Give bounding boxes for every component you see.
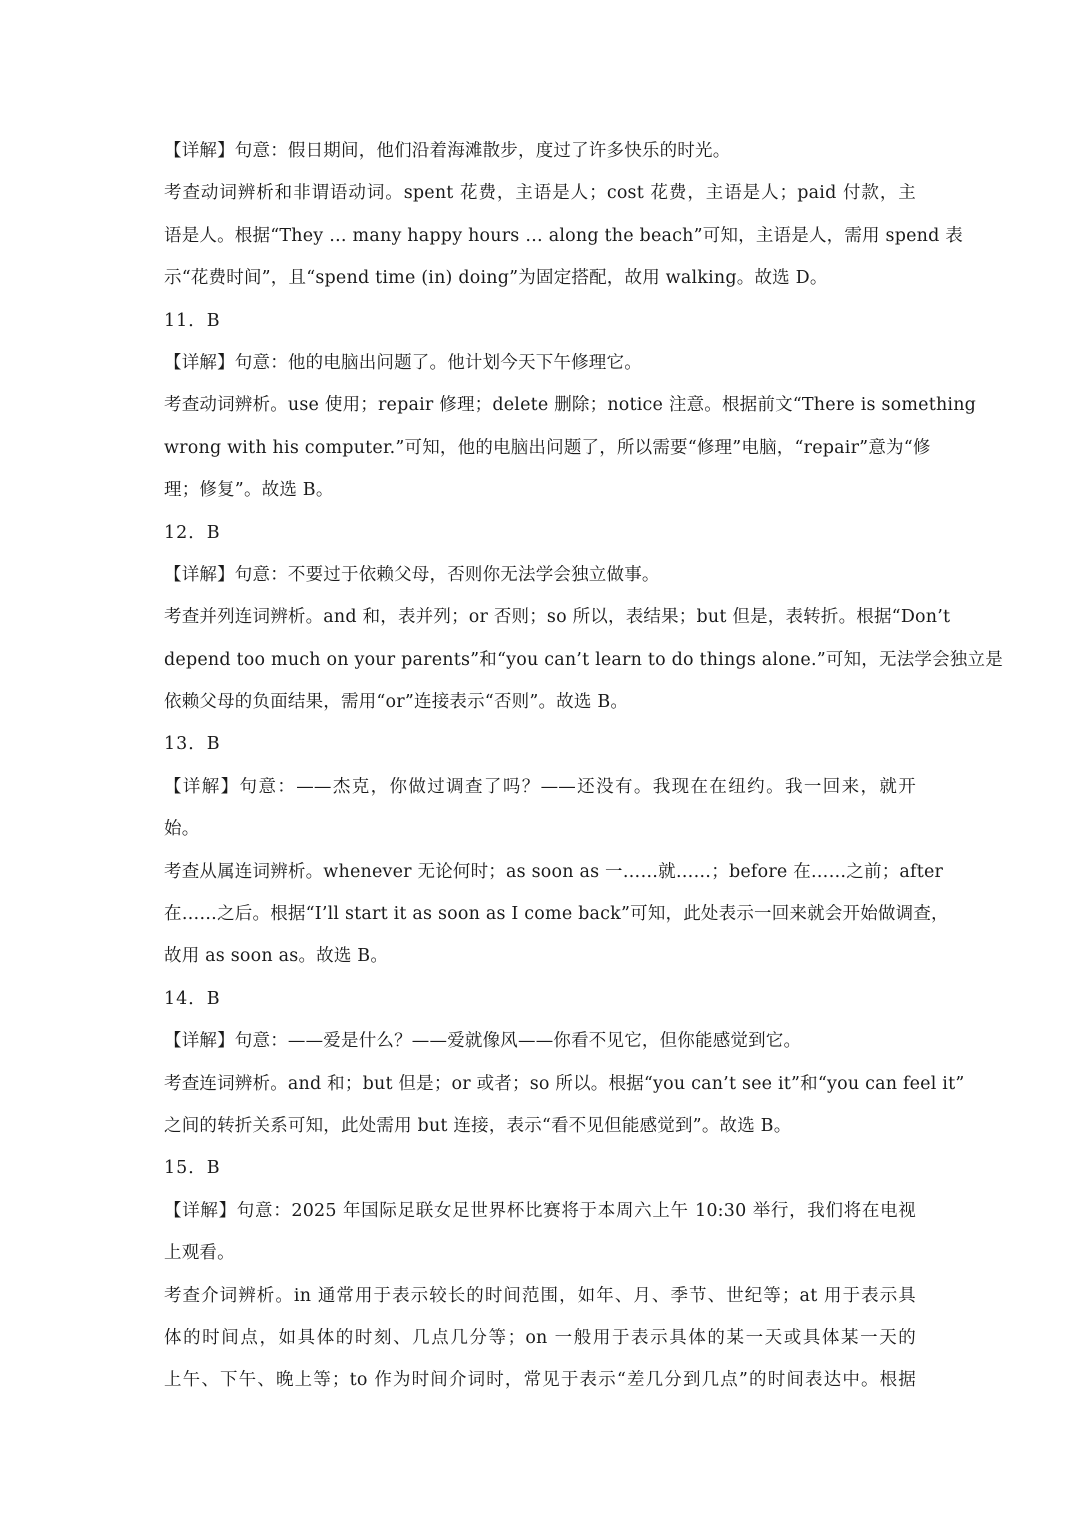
text-line: 依赖父母的负面结果，需用“or”连接表示“否则”。故选 B。 [164,692,629,713]
document-page [164,130,1003,1402]
text-line: 考查连词辨析。and 和；but 但是；or 或者；so 所以。根据“you can’t see it”和“you can feel it” [164,1073,965,1094]
text-line: 语是人。根据“They … many happy hours … along the beach”可知，主语是人，需用 spend 表 [164,225,963,246]
answer-number: 14．B [164,988,221,1009]
text-line: 【详解】句意：——爱是什么？——爱就像风——你看不见它，但你能感觉到它。 [164,1031,802,1052]
text-line: 之间的转折关系可知，此处需用 but 连接，表示“看不见但能感觉到”。故选 B。 [164,1115,792,1136]
text-line: 体的时间点，如具体的时刻、几点几分等；on 一般用于表示具体的某一天或具体某一天的 [164,1327,916,1348]
text-line: 上午、下午、晚上等；to 作为时间介词时，常见于表示“差几分到几点”的时间表达中。根据 [164,1370,916,1391]
answer-number: 15．B [164,1158,221,1179]
text-line: 【详解】句意：他的电脑出问题了。他计划今天下午修理它。 [164,352,642,373]
text-line: 【详解】句意：——杰克，你做过调查了吗？——还没有。我现在在纽约。我一回来，就开 [164,776,916,797]
text-line: 始。 [164,819,200,840]
answer-number: 11．B [164,310,221,331]
text-line: 故用 as soon as。故选 B。 [164,946,389,967]
text-line: 考查并列连词辨析。and 和，表并列；or 否则；so 所以，表结果；but 但是，表转折。根据“Don’t [164,607,951,628]
answer-number: 12．B [164,522,221,543]
text-line: depend too much on your parents”和“you can’t learn to do things alone.”可知，无法学会独立是 [164,649,1003,670]
text-line: 考查介词辨析。in 通常用于表示较长的时间范围，如年、月、季节、世纪等；at 用于表示具 [164,1285,916,1306]
text-line: 考查动词辨析。use 使用；repair 修理；delete 删除；notice 注意。根据前文“There is something [164,395,977,416]
text-line: 【详解】句意：2025 年国际足联女足世界杯比赛将于本周六上午 10:30 举行，我们将在电视 [164,1200,916,1221]
text-line: 【详解】句意：假日期间，他们沿着海滩散步，度过了许多快乐的时光。 [164,141,731,161]
answer-number: 13．B [164,734,221,755]
text-line: 考查从属连词辨析。whenever 无论何时；as soon as 一……就……；before 在……之前；after [164,861,944,882]
text-line: 在……之后。根据“I’ll start it as soon as I come back”可知，此处表示一回来就会开始做调查， [164,904,949,925]
text-line: wrong with his computer.”可知，他的电脑出问题了，所以需要“修理”电脑，“repair”意为“修 [164,437,931,458]
text-line: 上观看。 [164,1243,235,1264]
text-line: 示“花费时间”，且“spend time (in) doing”为固定搭配，故用 walking。故选 D。 [164,268,828,289]
text-line: 【详解】句意：不要过于依赖父母，否则你无法学会独立做事。 [164,564,660,585]
text-line: 考查动词辨析和非谓语动词。spent 花费，主语是人；cost 花费，主语是人；paid 付款，主 [164,183,916,204]
text-line: 理；修复”。故选 B。 [164,480,334,501]
